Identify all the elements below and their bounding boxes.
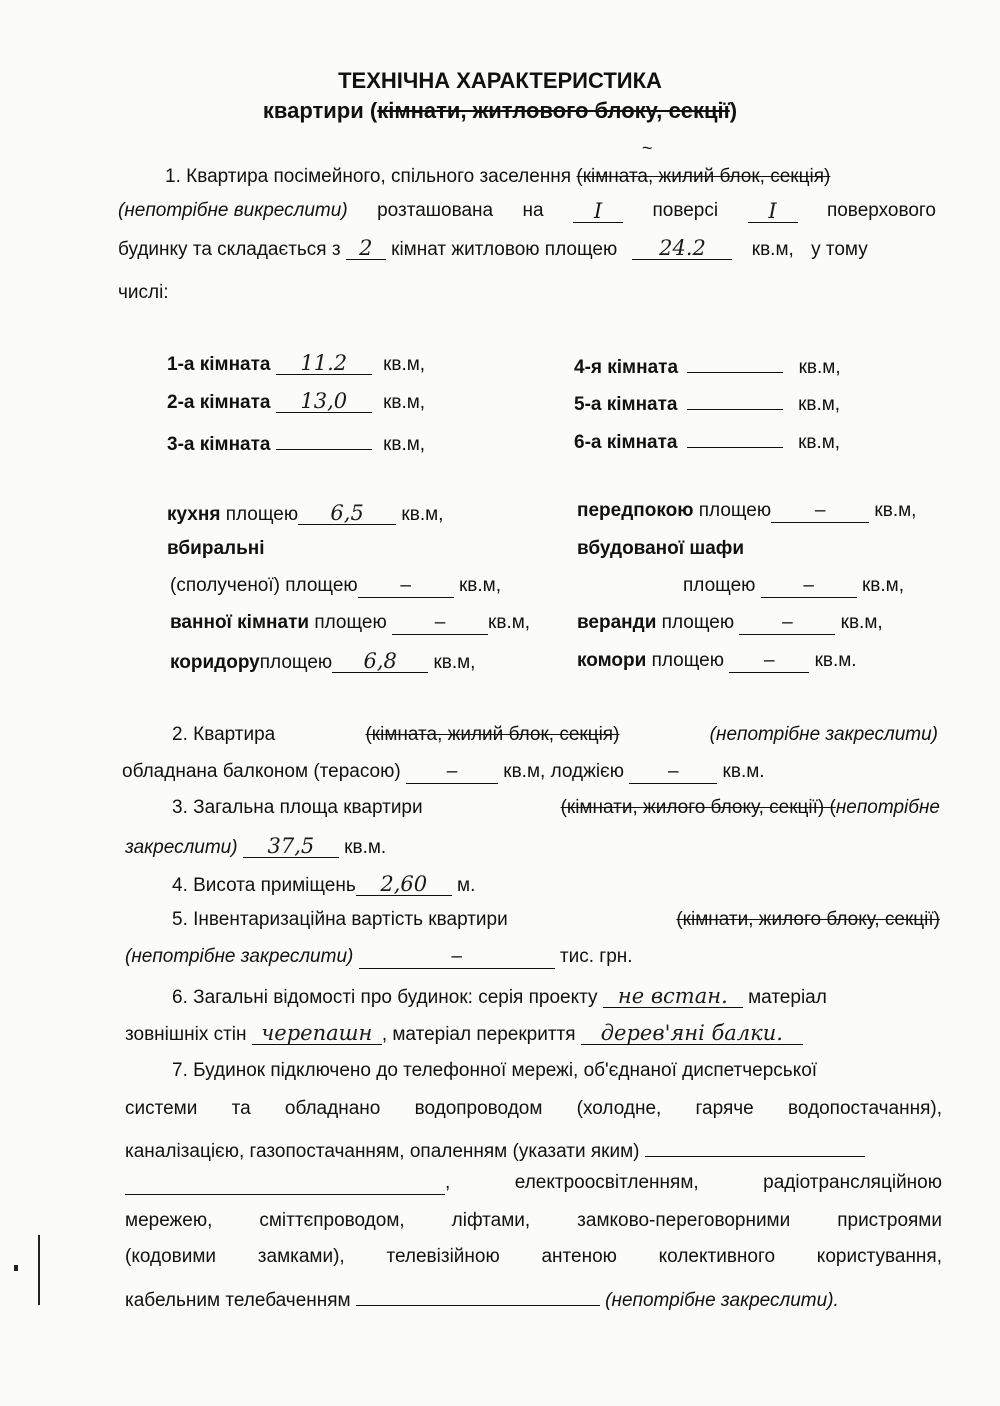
- binding-mark: [38, 1235, 40, 1305]
- s7-line6-text: (кодовими замками), телевізійною антеною колективного користування,: [125, 1246, 942, 1267]
- wardrobe-label: вбудованої шафи: [577, 538, 745, 559]
- subtitle-plain: квартири (: [262, 98, 378, 123]
- room-5: [574, 387, 840, 416]
- s3-text-a: 3. Загальна площа квартири: [172, 797, 423, 818]
- hall-unit: кв.м,: [874, 500, 917, 521]
- storage-row: [577, 650, 857, 673]
- s7-line7-text: кабельним телебаченням: [125, 1290, 351, 1311]
- height-field[interactable]: 2,60: [356, 873, 452, 896]
- hall-area-word: площею: [698, 500, 772, 521]
- s2-text-e: кв.м.: [722, 761, 765, 782]
- room-2-unit: кв.м,: [383, 392, 426, 413]
- heating-type-field-cont[interactable]: [125, 1172, 445, 1195]
- room-5-label: 5-а кімната: [574, 394, 678, 415]
- floors-field[interactable]: I: [748, 200, 798, 223]
- s6-line2: [125, 1022, 803, 1046]
- kitchen-area-word: площею: [225, 504, 299, 525]
- subtitle-end: ): [729, 98, 738, 123]
- s1-line1: [165, 166, 830, 188]
- s2-text-d: кв.м, лоджією: [503, 761, 624, 782]
- document-title: [0, 68, 1000, 94]
- veranda-area-word: площею: [661, 612, 735, 633]
- kitchen-label: кухня: [167, 504, 221, 525]
- s7-line1: [172, 1060, 942, 1082]
- bath-label: ванної кімнати: [170, 612, 310, 633]
- s6-text-b: матеріал: [748, 987, 827, 1008]
- s6-line1: [172, 985, 940, 1009]
- s1-text-c: розташована: [377, 200, 494, 221]
- s5-line1: [172, 909, 940, 931]
- s6-text-a: 6. Загальні відомості про будинок: серія проекту: [172, 987, 598, 1008]
- s2-text-c: обладнана балконом (терасою): [122, 761, 401, 782]
- room-2-field[interactable]: 13,0: [276, 390, 372, 413]
- storage-unit: кв.м.: [814, 650, 857, 671]
- s7-line4: [125, 1172, 942, 1201]
- s7-line2: [125, 1098, 942, 1120]
- room-5-field[interactable]: [687, 387, 783, 410]
- toilet-combined: (сполученої): [170, 575, 280, 596]
- kitchen-field[interactable]: 6,5: [298, 502, 396, 525]
- corridor-row: [170, 650, 475, 674]
- s1-text-e: поверхового: [826, 200, 936, 221]
- s5-struck: (кімнати, жилого блоку, секції): [676, 909, 940, 930]
- s1-line3: [118, 237, 936, 261]
- room-6-label: 6-а кімната: [574, 432, 678, 453]
- s3-note-b: закреслити): [125, 837, 238, 858]
- heating-type-field[interactable]: [645, 1134, 865, 1157]
- bath-unit: кв.м,: [488, 612, 531, 633]
- room-1: [167, 352, 425, 376]
- project-series-field[interactable]: не встан.: [603, 985, 743, 1008]
- storage-area-word: площею: [651, 650, 724, 671]
- room-3-field[interactable]: [276, 427, 372, 450]
- wardrobe-row: [683, 575, 904, 598]
- s7-line2-text: системи та обладнано водопроводом (холодне, гаряче водопостачання),: [125, 1098, 942, 1119]
- corridor-label: коридору: [170, 652, 260, 673]
- room-3-unit: кв.м,: [383, 434, 426, 455]
- bath-row: [170, 612, 530, 635]
- room-3: [167, 427, 425, 456]
- room-2: [167, 390, 425, 414]
- hole-mark: [14, 1265, 18, 1271]
- s1-text-g: кімнат житловою площею: [391, 239, 618, 260]
- bath-area-word: площею: [314, 612, 387, 633]
- kitchen-row: [167, 502, 443, 526]
- s3-unit: кв.м.: [344, 837, 387, 858]
- corridor-area-word: площею: [259, 652, 333, 673]
- s7-line5-text: мережею, сміттєпроводом, ліфтами, замково-переговорними пристроями: [125, 1210, 942, 1231]
- s7-line1-text: 7. Будинок підключено до телефонної мережі, об'єднаної диспетчерської: [172, 1060, 818, 1081]
- s4-line: [172, 873, 475, 897]
- balcony-field[interactable]: –: [406, 761, 498, 784]
- s1-text-a: 1. Квартира посімейного, спільного заселення: [165, 166, 572, 187]
- room-6-field[interactable]: [687, 425, 783, 448]
- wardrobe-unit: кв.м,: [861, 575, 904, 596]
- s5-note: (непотрібне закреслити): [125, 946, 354, 967]
- toilet-area-word: площею: [285, 575, 358, 596]
- hall-row: [577, 500, 916, 523]
- subtitle-struck: кімнати, житлового блоку, секції: [377, 98, 730, 123]
- s7-line3: [125, 1134, 865, 1163]
- walls-material-field[interactable]: черепашн: [252, 1022, 382, 1045]
- title-line1: ТЕХНІЧНА ХАРАКТЕРИСТИКА: [338, 68, 662, 93]
- s7-line6: [125, 1246, 942, 1268]
- veranda-field[interactable]: –: [739, 612, 835, 635]
- s3-note-a: непотрібне: [835, 797, 940, 818]
- s1-text-d: поверсі: [652, 200, 719, 221]
- rooms-count-field[interactable]: 2: [346, 237, 386, 260]
- s1-line2: [118, 200, 936, 223]
- room-1-label: 1-а кімната: [167, 354, 271, 375]
- tilde-mark: ~: [642, 138, 653, 158]
- room-2-label: 2-а кімната: [167, 392, 271, 413]
- bath-field[interactable]: –: [392, 612, 488, 635]
- s2-text-a: 2. Квартира: [172, 724, 276, 745]
- s1-text-f: будинку та складається з: [118, 239, 341, 260]
- cable-tv-field[interactable]: [356, 1283, 600, 1306]
- room-4-field[interactable]: [687, 350, 783, 373]
- s6-text-c: зовнішніх стін: [125, 1024, 247, 1045]
- corridor-field[interactable]: 6,8: [332, 650, 428, 673]
- s1-note: (непотрібне викреслити): [118, 200, 348, 221]
- s1-line4: [118, 282, 169, 304]
- wardrobe-label-row: [577, 538, 744, 560]
- corridor-unit: кв.м,: [433, 652, 476, 673]
- s7-line7: [125, 1283, 839, 1312]
- s3-line1: [172, 797, 940, 819]
- veranda-row: [577, 612, 883, 635]
- hall-field[interactable]: –: [771, 500, 869, 523]
- s3-line2: [125, 835, 386, 859]
- s2-struck: (кімната, жилий блок, секція): [365, 724, 620, 745]
- s1-text-i: числі:: [118, 282, 169, 303]
- s2-line1: [172, 724, 938, 746]
- room-6: [574, 425, 840, 454]
- s2-note: (непотрібне закреслити): [709, 724, 938, 745]
- room-4-unit: кв.м,: [798, 357, 841, 378]
- veranda-label: веранди: [577, 612, 657, 633]
- storage-field[interactable]: –: [729, 650, 809, 673]
- veranda-unit: кв.м,: [840, 612, 883, 633]
- kitchen-unit: кв.м,: [401, 504, 444, 525]
- storage-label: комори: [577, 650, 647, 671]
- wardrobe-area-word: площею: [683, 575, 756, 596]
- s4-unit: м.: [457, 875, 476, 896]
- toilet-label: вбиральні: [167, 538, 265, 559]
- s4-text-a: 4. Висота приміщень: [172, 875, 356, 896]
- s7-line4-text: , електроосвітленням, радіотрансляційною: [445, 1172, 942, 1193]
- s5-unit: тис. грн.: [559, 946, 633, 967]
- room-3-label: 3-а кімната: [167, 434, 271, 455]
- s1-text-c2: на: [522, 200, 544, 221]
- s7-note: (непотрібне закреслити).: [605, 1290, 839, 1311]
- room-4-label: 4-я кімната: [574, 357, 679, 378]
- s1-struck: (кімната, жилий блок, секція): [576, 166, 831, 187]
- s6-text-d: , матеріал перекриття: [381, 1024, 576, 1045]
- loggia-field[interactable]: –: [629, 761, 717, 784]
- hall-label: передпокою: [577, 500, 694, 521]
- s1-unit: кв.м,: [751, 239, 794, 260]
- wardrobe-field[interactable]: –: [761, 575, 857, 598]
- toilet-field[interactable]: –: [358, 575, 454, 598]
- toilet-label-row: [167, 538, 265, 560]
- s5-line2: [125, 946, 633, 969]
- toilet-row: [170, 575, 501, 598]
- room-5-unit: кв.м,: [798, 394, 841, 415]
- floor-field[interactable]: I: [573, 200, 623, 223]
- room-1-field[interactable]: 11.2: [276, 352, 372, 375]
- living-area-field[interactable]: 24.2: [632, 237, 732, 260]
- room-4: [574, 350, 841, 379]
- ceiling-material-field[interactable]: дерев'яні балки.: [581, 1022, 803, 1045]
- total-area-field[interactable]: 37,5: [243, 835, 339, 858]
- room-1-unit: кв.м,: [383, 354, 426, 375]
- s3-struck: (кімнати, жилого блоку, секції) (: [560, 797, 836, 818]
- room-6-unit: кв.м,: [798, 432, 841, 453]
- toilet-unit: кв.м,: [458, 575, 501, 596]
- s2-line2: [122, 761, 765, 784]
- s7-line5: [125, 1210, 942, 1232]
- s5-text-a: 5. Інвентаризаційна вартість квартири: [172, 909, 508, 930]
- inventory-value-field[interactable]: –: [359, 946, 555, 969]
- s1-text-h2: у тому: [811, 239, 868, 260]
- document-subtitle: [0, 98, 1000, 124]
- s7-line3-text: каналізацією, газопостачанням, опаленням (указати яким): [125, 1141, 640, 1162]
